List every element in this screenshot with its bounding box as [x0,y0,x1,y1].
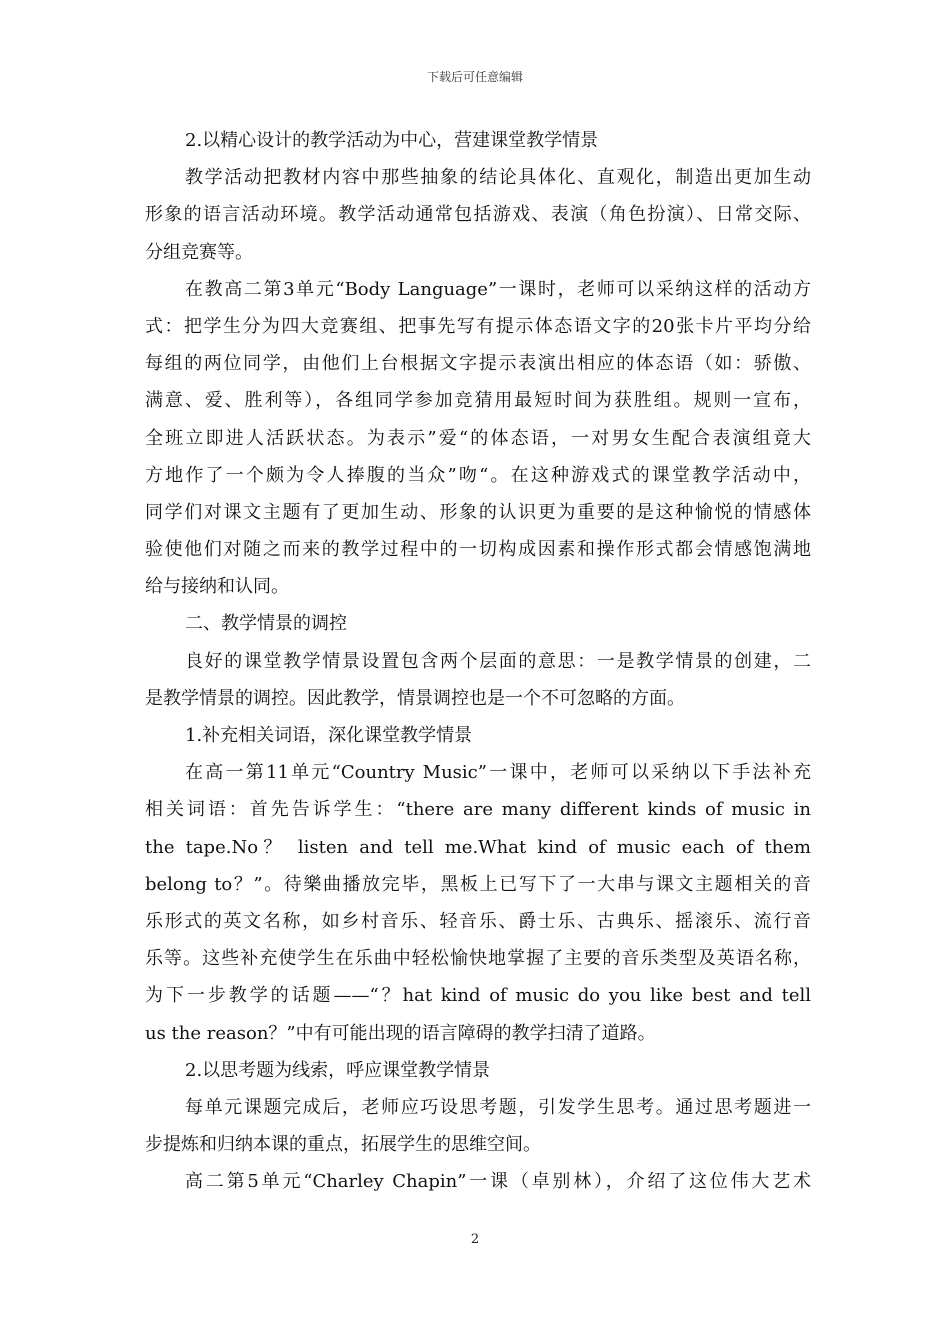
text-line: us the reason？”中有可能出现的语言障碍的教学扫清了道路。 [145,1022,656,1044]
text-line: 在教高二第3单元“Body Language”一课时，老师可以采纳这样的活动方 [185,278,811,300]
text-line: 验使他们对随之而来的教学过程中的一切构成因素和操作形式都会情感饱满地 [145,539,811,561]
text-line: 良好的课堂教学情景设置包含两个层面的意思：一是教学情景的创建，二 [185,650,811,672]
text-line: 2.以思考题为线索，呼应课堂教学情景 [185,1059,491,1081]
text-line: 给与接纳和认同。 [145,576,289,598]
text-line: 乐形式的英文名称，如乡村音乐、轻音乐、爵士乐、古典乐、摇滚乐、流行音 [145,910,811,932]
text-line: 是教学情景的调控。因此教学，情景调控也是一个不可忽略的方面。 [145,687,685,709]
text-line: 同学们对课文主题有了更加生动、形象的认识更为重要的是这种愉悦的情感体 [145,501,811,523]
text-line: 每组的两位同学，由他们上台根据文字提示表演出相应的体态语（如：骄傲、 [145,353,811,375]
text-line: 为下一步教学的话题——“？hat kind of music do you like best and tell [145,985,811,1007]
text-line: 满意、爱、胜利等），各组同学参加竞猜用最短时间为获胜组。规则一宣布， [145,390,811,412]
text-line: 式：把学生分为四大竞赛组、把事先写有提示体态语文字的20张卡片平均分给 [145,315,811,337]
page-number: 2 [470,1232,480,1247]
text-line: 分组竞赛等。 [145,241,253,263]
text-line: 形象的语言活动环境。教学活动通常包括游戏、表演（角色扮演）、日常交际、 [145,204,811,226]
text-line: 在高一第11单元“Country Music”一课中，老师可以采纳以下手法补充 [185,762,811,784]
page-header: 下载后可任意编辑 [426,70,523,84]
text-line: the tape.No？ listen and tell me.What kind of music each of them [145,836,811,858]
document-body [145,122,811,1200]
text-line: belong to？”。待樂曲播放完毕，黑板上已写下了一大串与课文主题相关的音 [145,873,811,895]
text-line: 每单元课题完成后，老师应巧设思考题，引发学生思考。通过思考题进一 [185,1096,811,1118]
text-line: 教学活动把教材内容中那些抽象的结论具体化、直观化，制造出更加生动 [185,167,811,189]
text-line: 高二第5单元“Charley Chapin”一课（卓别林），介绍了这位伟大艺术 [185,1171,811,1193]
text-line: 全班立即进人活跃状态。为表示”爱“的体态语，一对男女生配合表演组竟大 [145,427,811,449]
text-line: 相关词语：首先告诉学生：“there are many different kinds of music in [145,799,811,821]
text-line: 方地作了一个颇为令人捧腹的当众”吻“。在这种游戏式的课堂教学活动中， [145,464,811,486]
text-line: 乐等。这些补充使学生在乐曲中轻松愉快地掌握了主要的音乐类型及英语名称， [145,948,811,970]
text-line: 1.补充相关词语，深化课堂教学情景 [185,725,473,746]
text-line: 步提炼和归纳本课的重点，拓展学生的思维空间。 [145,1134,541,1156]
text-line: 2.以精心设计的教学活动为中心，营建课堂教学情景 [185,130,599,151]
text-line: 二、教学情景的调控 [185,613,347,635]
